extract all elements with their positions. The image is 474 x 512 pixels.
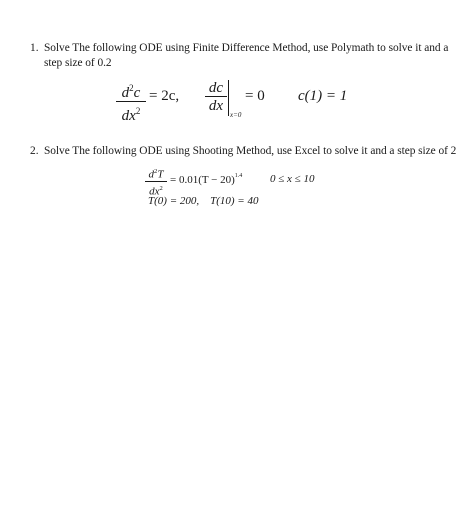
- problem-1-first-derivative-fraction: dc dx: [205, 80, 227, 115]
- problem-1-eval-bar: [228, 80, 229, 116]
- problem-2-domain: 0 ≤ x ≤ 10: [270, 173, 315, 185]
- problem-1-text-line2: step size of 0.2: [44, 57, 112, 69]
- problem-2-eq1-rhs-text: = 0.01(T − 20): [170, 174, 235, 186]
- problem-1-number: 1.: [30, 42, 39, 54]
- problem-1-second-derivative-fraction: $d^2c$ $dx^2$: [116, 80, 146, 125]
- problem-1-eq3: c(1) = 1: [298, 88, 348, 104]
- problem-1-eval-point: x=0: [230, 111, 242, 119]
- problem-1-text-line1: Solve The following ODE using Finite Difference Method, use Polymath to solve it and a: [44, 42, 449, 54]
- problem-1-eq2-rhs: = 0: [245, 88, 265, 104]
- problem-2-second-derivative-fraction: $d^2T$ $dx^2$: [145, 166, 167, 198]
- problem-2-eq1-rhs: [170, 173, 242, 186]
- problem-2-eq1-exponent: 1.4: [234, 173, 243, 179]
- problem-2-boundary-conditions: T(0) = 200, T(10) = 40: [148, 195, 259, 207]
- problem-2-text-line1: Solve The following ODE using Shooting Method, use Excel to solve it and a step size of 2: [44, 145, 457, 157]
- problem-1-eq1-rhs: = 2c,: [149, 88, 180, 104]
- problem-2-number: 2.: [30, 145, 39, 157]
